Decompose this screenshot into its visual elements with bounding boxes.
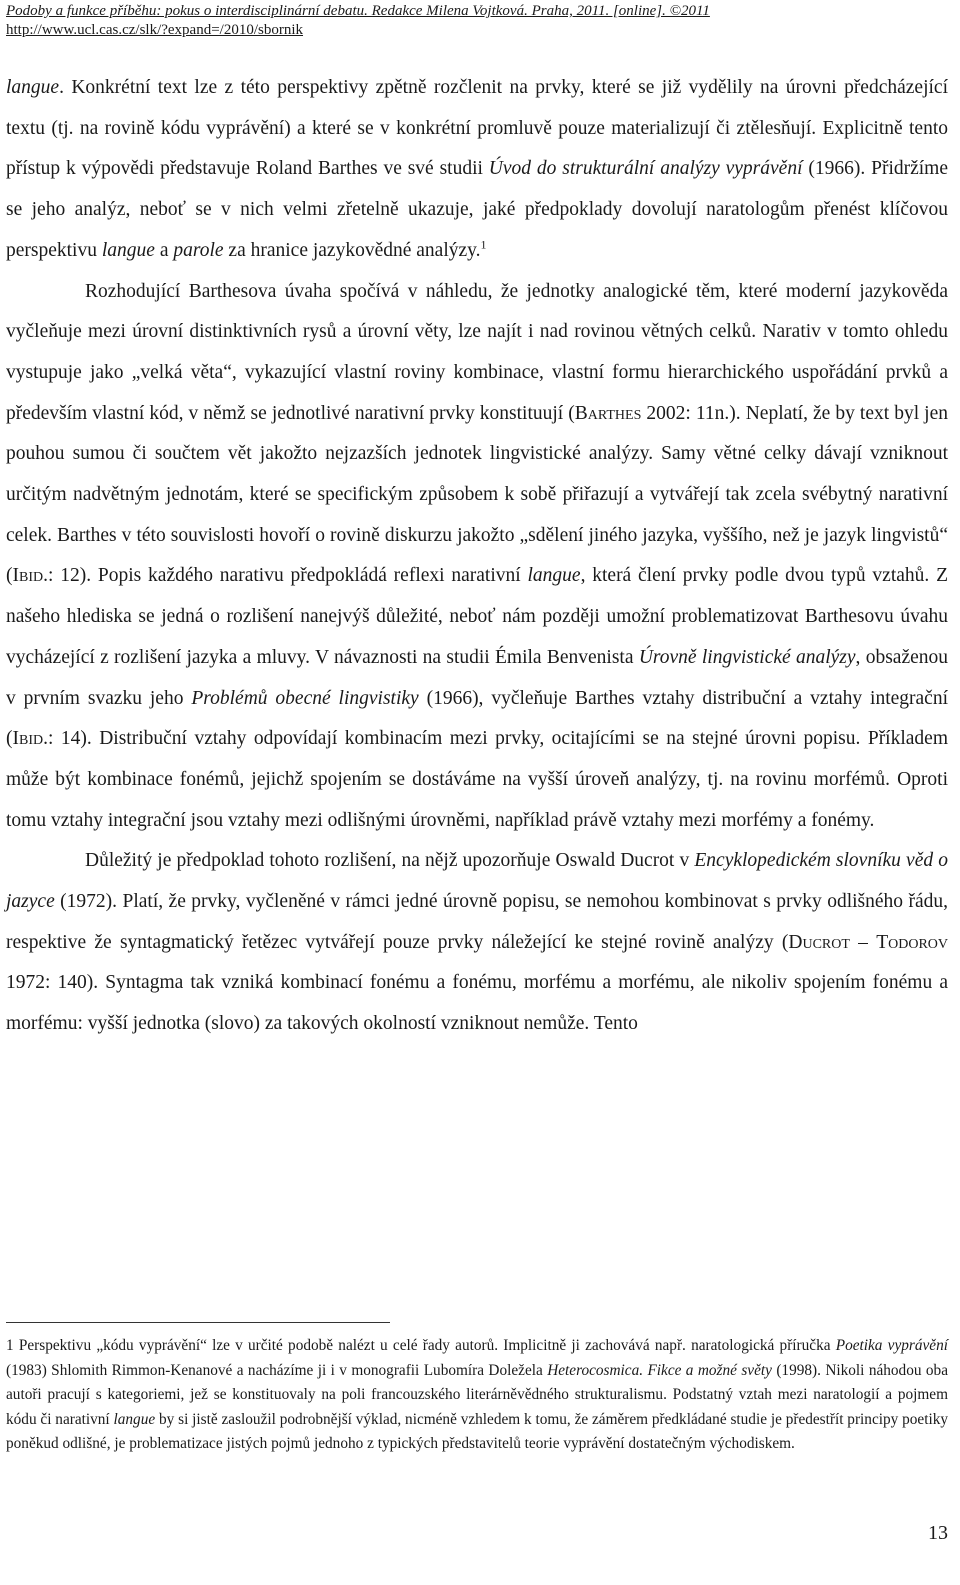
text-run: .: 14). Distribuční vztahy odpovídají kombinacím mezi prvky, ocitajícími se na stejné úrovni popisu. Příkladem může být kombinace fonémů, jejichž spojením se dostáváme na vyšší úroveň analýzy, tj. na rovinu morfémů. Oproti tomu vztahy integrační jsou vztahy mezi odlišnými úrovněmi, například právě vztahy mezi morfémy a fonémy. bbox=[6, 728, 948, 831]
text-run: za hranice jazykovědné analýzy. bbox=[223, 239, 481, 261]
text-run: a bbox=[154, 239, 174, 261]
text-run: . Konkrétní text lze z této perspektivy zpětně rozčlenit na prvky, které se již vydělily na úrovni předcházející textu (tj. na rovině kódu vyprávění) a které se v konkrétní promluvě pouze materializují či ztělesňují. Explicitně tento přístup k výpovědi představuje Roland Barthes ve své studii bbox=[6, 77, 948, 180]
text-run: (1966). Přidržíme se jeho analýz, neboť se v nich velmi zřetelně ukazuje, jaké předpoklady dovolují naratologům přenést klíčovou perspektivu bbox=[6, 158, 948, 261]
paragraph-1 bbox=[6, 68, 948, 272]
page-number: 13 bbox=[928, 1522, 948, 1544]
text-run: (1983) Shlomith Rimmon-Kenanové a nacházíme ji i v monografii Lubomíra Doležela bbox=[6, 1361, 548, 1379]
text-run: (1966), vyčleňuje Barthes vztahy distribuční a vztahy integrační ( bbox=[6, 687, 948, 750]
text-run: Důležitý je předpoklad tohoto rozlišení, na nějž upozorňuje Oswald Ducrot v bbox=[85, 850, 695, 872]
author-name: Barthes bbox=[574, 402, 642, 424]
footnote-text bbox=[6, 1334, 948, 1457]
text-run: , která člení prvky podle dvou typů vztahů. Z našeho hlediska se jedná o rozlišení nanejvýš důležité, neboť nám později umožní problematizovat Barthesovu úvahu vycházející z rozlišení jazyka a mluvy. V návaznosti na studii Émila Benvenista bbox=[6, 565, 948, 668]
term-langue: langue bbox=[113, 1410, 156, 1428]
text-run: , obsaženou v prvním svazku jeho bbox=[6, 646, 949, 709]
paragraph-2 bbox=[6, 272, 948, 842]
header-citation: Podoby a funkce příběhu: pokus o interdisciplinární debatu. Redakce Milena Vojtková. Praha, 2011. [online]. ©2011 bbox=[6, 3, 710, 19]
text-run: by si jistě zasloužil podrobnější výklad, nicméně vzhledem k tomu, že záměrem předkládané studie je předestřít principy poetiky poněkud odlišné, je problematizace jistých pojmů jednoho z typických představitelů teorie vyprávění dostatečným východiskem. bbox=[6, 1410, 948, 1453]
text-run: 1972: 140). Syntagma tak vzniká kombinací fonému a fonému, morfému a morfému, ale nikoliv spojením fonému a morfému: vyšší jednotka (slovo) za takových okolností vzniknout nemůže. Tento bbox=[6, 972, 948, 1035]
book-title: Encyklopedickém slovníku věd o jazyce bbox=[6, 850, 948, 913]
paragraph-3 bbox=[6, 841, 948, 1045]
header-url: http://www.ucl.cas.cz/slk/?expand=/2010/sbornik bbox=[6, 22, 304, 38]
text-run: (1998). Nikoli náhodou oba autoři pracují s kategoriemi, jež se konstituovaly na poli francouzského literárněvědného strukturalismu. Podstatný vztah mezi naratologií a pojmem kódu či narativní bbox=[6, 1361, 948, 1428]
term-langue: langue bbox=[527, 565, 581, 587]
footnote-1 bbox=[6, 1334, 948, 1457]
text-run: Rozhodující Barthesova úvaha spočívá v náhledu, že jednotky analogické těm, které moderní jazykověda vyčleňuje mezi úrovní distinktivních rysů a úrovní věty, lze najít i nad rovinou větných celků. Narativ v tomto ohledu vystupuje jako „velká věta“, vykazující vlastní roviny kombinace, vlastní formu hierarchického uspořádání prvků a především vlastní kód, v němž se jednotlivé narativní prvky konstituují ( bbox=[6, 280, 948, 424]
book-title: Problémů obecné lingvistiky bbox=[191, 687, 419, 709]
text-run: 2002: 11n.). Neplatí, že by text byl jen pouhou sumou či součtem vět jakožto nejzazších jednotek lingvistické analýzy. Samy větné celky dávají vzniknout určitým nadvětným jednotám, které se specifickým způsobem k sobě přiřazují a vytvářejí tak zcela svébytný narativní celek. Barthes v této souvislosti hovoří o rovině diskurzu jakožto „sdělení jiného jazyka, vyššího, než je jazyk lingvistů“ ( bbox=[6, 402, 948, 587]
running-header bbox=[6, 2, 946, 40]
term-langue: langue bbox=[101, 239, 155, 261]
text-run: 1 Perspektivu „kódu vyprávění“ lze v určité podobě nalézt u celé řady autorů. Implicitně ji zachovává např. naratologická příručka bbox=[6, 1337, 836, 1354]
ibid: Ibid bbox=[12, 565, 44, 587]
ibid: Ibid bbox=[12, 728, 44, 750]
text-run: – bbox=[849, 931, 877, 953]
main-text bbox=[6, 68, 948, 1045]
book-title: Poetika vyprávění bbox=[835, 1337, 948, 1354]
term-langue: langue bbox=[6, 77, 60, 98]
book-title: Úvod do strukturální analýzy vyprávění bbox=[488, 158, 803, 180]
author-name: Todorov bbox=[876, 931, 949, 953]
text-run: (1972). Platí, že prvky, vyčleněné v rámci jedné úrovně popisu, se nemohou kombinovat s prvky odlišného řádu, respektive že syntagmatický řetězec vytvářejí pouze prvky náležející ke stejné rovině analýzy ( bbox=[6, 891, 948, 953]
term-parole: parole bbox=[173, 239, 224, 261]
book-title: Heterocosmica. Fikce a možné světy bbox=[547, 1361, 772, 1379]
book-title: Úrovně lingvistické analýzy bbox=[638, 646, 856, 668]
footnote-divider bbox=[6, 1322, 390, 1323]
author-name: Ducrot bbox=[788, 931, 850, 953]
text-run: .: 12). Popis každého narativu předpokládá reflexi narativní bbox=[43, 565, 528, 587]
footnote-ref[interactable]: 1 bbox=[480, 237, 487, 252]
